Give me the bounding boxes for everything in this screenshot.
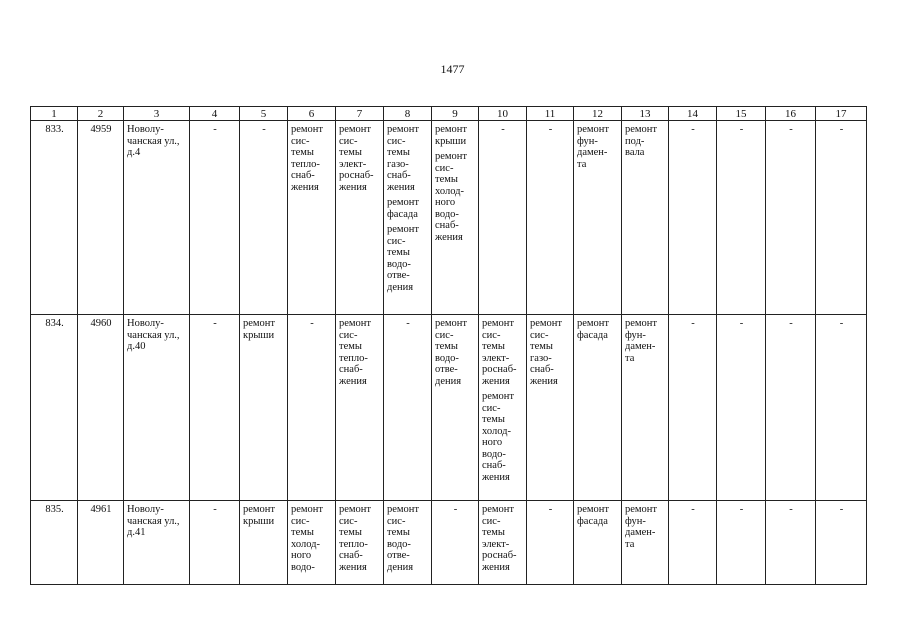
- cell-entry: ремонт сис- темы элект- роснаб- жения: [339, 124, 374, 193]
- table-cell-col-1: [31, 121, 78, 315]
- table-cell-col-15: [717, 315, 766, 501]
- cell-entry: -: [739, 124, 744, 135]
- table-cell-col-4: [190, 121, 240, 315]
- cell-entry: ремонт фасада: [387, 197, 420, 220]
- table-cell-col-5: [240, 315, 288, 501]
- column-header-11: 11: [527, 107, 574, 121]
- table-cell-col-16: [766, 315, 816, 501]
- cell-entry: 834.: [45, 318, 64, 329]
- table-cell-col-4: [190, 501, 240, 585]
- column-header-13: 13: [622, 107, 669, 121]
- column-header-8: 8: [384, 107, 432, 121]
- cell-entry: -: [213, 504, 217, 515]
- table-cell-col-7: [336, 501, 384, 585]
- cell-entry: ремонт сис- темы тепло- снаб- жения: [339, 318, 372, 387]
- cell-entry: 4960: [90, 318, 112, 329]
- cell-entry: -: [691, 504, 695, 515]
- table-cell-col-2: [78, 501, 124, 585]
- table-cell-col-3: [124, 121, 190, 315]
- header-row: [31, 107, 867, 121]
- cell-entry: -: [739, 318, 744, 329]
- table-cell-col-13: [622, 501, 669, 585]
- table-cell-col-13: [622, 315, 669, 501]
- cell-entry: -: [213, 318, 217, 329]
- table-cell-col-5: [240, 121, 288, 315]
- column-header-4: 4: [190, 107, 240, 121]
- column-header-15: 15: [717, 107, 766, 121]
- cell-entry: ремонт фун- дамен- та: [577, 124, 610, 170]
- cell-entry: ремонт фун- дамен- та: [625, 504, 658, 550]
- cell-entry: ремонт фасада: [577, 318, 610, 341]
- table-cell-col-7: [336, 121, 384, 315]
- cell-entry: 4959: [90, 124, 112, 135]
- table-cell-col-2: [78, 315, 124, 501]
- table-row: [31, 501, 867, 585]
- table-cell-col-17: [816, 315, 867, 501]
- column-header-2: 2: [78, 107, 124, 121]
- column-header-3: 3: [124, 107, 190, 121]
- cell-entry: -: [262, 124, 266, 135]
- table-cell-col-13: [622, 121, 669, 315]
- cell-entry: ремонт сис- темы газо- снаб- жения: [387, 124, 420, 193]
- table-cell-col-16: [766, 121, 816, 315]
- table-cell-col-14: [669, 501, 717, 585]
- column-header-5: 5: [240, 107, 288, 121]
- table-cell-col-3: [124, 501, 190, 585]
- column-header-7: 7: [336, 107, 384, 121]
- cell-entry: -: [839, 504, 844, 515]
- table-cell-col-14: [669, 121, 717, 315]
- cell-entry: -: [691, 124, 695, 135]
- column-header-17: 17: [816, 107, 867, 121]
- cell-entry: -: [839, 318, 844, 329]
- cell-entry: Новолу- чанская ул., д.4: [127, 124, 180, 158]
- table-cell-col-17: [816, 121, 867, 315]
- cell-entry: -: [739, 504, 744, 515]
- table-cell-col-8: [384, 315, 432, 501]
- table-cell-col-10: [479, 315, 527, 501]
- column-header-6: 6: [288, 107, 336, 121]
- table-cell-col-15: [717, 501, 766, 585]
- table-cell-col-1: [31, 315, 78, 501]
- table-cell-col-10: [479, 121, 527, 315]
- column-header-1: 1: [31, 107, 78, 121]
- table-cell-col-8: [384, 501, 432, 585]
- cell-entry: ремонт под- вала: [625, 124, 658, 158]
- column-header-14: 14: [669, 107, 717, 121]
- cell-entry: ремонт сис- темы холод- ного водо- снаб- жения: [435, 151, 468, 243]
- cell-entry: Новолу- чанская ул., д.40: [127, 318, 180, 352]
- cell-entry: -: [548, 124, 553, 135]
- table-cell-col-3: [124, 315, 190, 501]
- cell-entry: ремонт крыши: [243, 504, 276, 527]
- cell-entry: ремонт сис- темы водо- отве- дения: [387, 224, 420, 293]
- table-cell-col-8: [384, 121, 432, 315]
- table-cell-col-6: [288, 315, 336, 501]
- table-cell-col-16: [766, 501, 816, 585]
- table-cell-col-9: [432, 315, 479, 501]
- table-cell-col-15: [717, 121, 766, 315]
- cell-entry: -: [406, 318, 410, 329]
- table-cell-col-12: [574, 315, 622, 501]
- table-cell-col-6: [288, 121, 336, 315]
- page-number: 1477: [440, 62, 465, 76]
- table-cell-col-6: [288, 501, 336, 585]
- table-cell-col-12: [574, 501, 622, 585]
- table-cell-col-14: [669, 315, 717, 501]
- cell-entry: ремонт сис- темы элект- роснаб- жения: [482, 504, 517, 573]
- cell-entry: ремонт сис- темы газо- снаб- жения: [530, 318, 563, 387]
- table-cell-col-5: [240, 501, 288, 585]
- table-cell-col-1: [31, 501, 78, 585]
- table-cell-col-9: [432, 121, 479, 315]
- cell-entry: ремонт крыши: [435, 124, 468, 147]
- cell-entry: 835.: [45, 504, 64, 515]
- cell-entry: ремонт сис- темы холод- ного водо- снаб- жения: [482, 391, 515, 483]
- cell-entry: 833.: [45, 124, 64, 135]
- cell-entry: ремонт сис- темы водо- отве- дения: [435, 318, 468, 387]
- cell-entry: ремонт фасада: [577, 504, 610, 527]
- cell-entry: -: [839, 124, 844, 135]
- cell-entry: ремонт крыши: [243, 318, 276, 341]
- cell-entry: -: [789, 124, 793, 135]
- column-header-12: 12: [574, 107, 622, 121]
- column-header-9: 9: [432, 107, 479, 121]
- table-row: [31, 315, 867, 501]
- table-cell-col-17: [816, 501, 867, 585]
- table-cell-col-11: [527, 315, 574, 501]
- cell-entry: ремонт сис- темы холод- ного водо-: [291, 504, 324, 573]
- cell-entry: ремонт фун- дамен- та: [625, 318, 658, 364]
- cell-entry: Новолу- чанская ул., д.41: [127, 504, 180, 538]
- cell-entry: -: [691, 318, 695, 329]
- cell-entry: 4961: [90, 504, 112, 515]
- table-cell-col-12: [574, 121, 622, 315]
- table-cell-col-2: [78, 121, 124, 315]
- cell-entry: -: [213, 124, 217, 135]
- repair-schedule-table: [30, 106, 867, 585]
- table-row: [31, 121, 867, 315]
- cell-entry: -: [789, 318, 793, 329]
- cell-entry: ремонт сис- темы тепло- снаб- жения: [291, 124, 324, 193]
- cell-entry: -: [310, 318, 314, 329]
- table-cell-col-10: [479, 501, 527, 585]
- cell-entry: -: [501, 124, 505, 135]
- table-cell-col-4: [190, 315, 240, 501]
- column-header-10: 10: [479, 107, 527, 121]
- table-cell-col-11: [527, 121, 574, 315]
- cell-entry: ремонт сис- темы тепло- снаб- жения: [339, 504, 372, 573]
- column-header-16: 16: [766, 107, 816, 121]
- table-cell-col-11: [527, 501, 574, 585]
- cell-entry: -: [789, 504, 793, 515]
- cell-entry: ремонт сис- темы элект- роснаб- жения: [482, 318, 517, 387]
- cell-entry: ремонт сис- темы водо- отве- дения: [387, 504, 420, 573]
- cell-entry: -: [453, 504, 458, 515]
- table-cell-col-7: [336, 315, 384, 501]
- table-cell-col-9: [432, 501, 479, 585]
- cell-entry: -: [548, 504, 553, 515]
